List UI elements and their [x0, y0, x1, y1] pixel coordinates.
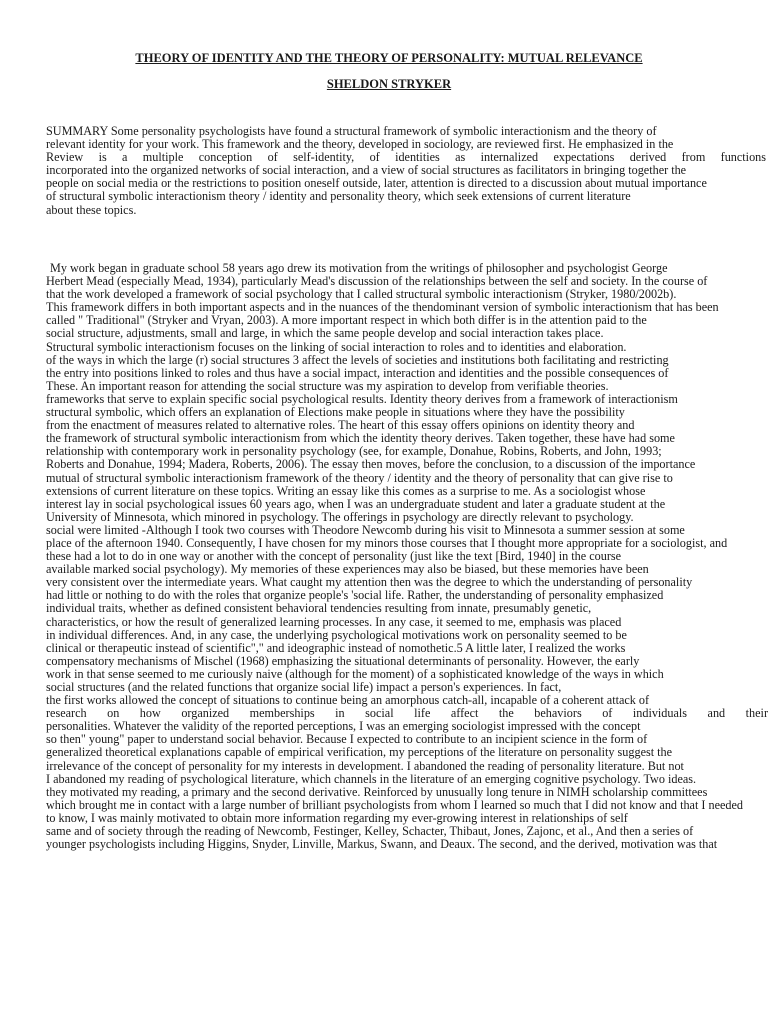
text-line: which brought me in contact with a large number of brilliant psychologists from whom I learned so much that I did not know and that I needed — [46, 798, 744, 812]
text-line: people on social media or the restrictions to position oneself outside, later, attention is directed to a discussion about mutual importance — [46, 177, 707, 191]
text-line: I abandoned my reading of psychological literature, which channels in the literature of an emerging cognitive psychology. Two ideas. — [46, 772, 697, 786]
text-line: work in that sense seemed to me curiously naive (although for the moment) of a sophisticated knowledge of the ways in which — [46, 667, 664, 681]
text-line: compensatory mechanisms of Mischel (1968) emphasizing the situational determinants of personality. However, the early — [46, 654, 640, 668]
text-line: social structures (and the related functions that organize social life) impact a person's experiences. In fact, — [46, 681, 562, 694]
text-line: extensions of current literature on these topics. Writing an essay like this comes as a surprise to me. As a sociologist whose — [46, 484, 646, 498]
text-line: These. An important reason for attending the social structure was my aspiration to develop from verifiable theories. — [46, 379, 609, 393]
text-line: social structure, adjustments, small and large, in which the same people develop and social interaction takes place. — [46, 327, 604, 341]
text-line: relationship with contemporary work in personality psychology (see, for example, Donahue, Robins, Roberts, and John, 1993; — [46, 445, 662, 459]
text-line: to know, I was mainly motivated to obtain more information regarding my ever-growing interest in relationships of self — [46, 811, 628, 825]
text-line: the entry into positions linked to roles and thus have a social impact, interaction and identities and the possible consequences of — [46, 366, 669, 380]
text-line: younger psychologists including Higgins, Snyder, Linville, Markus, Swann, and Deaux. The second, and the derived, motivation was that — [46, 838, 718, 852]
text-line: characteristics, or how the result of generalized learning processes. In any case, it seemed to me, emphasis was placed — [46, 615, 622, 629]
text-line: Review is a multiple conception of self-identity, of identities as internalized expectations derived from functions — [46, 151, 766, 165]
text-line: relevant identity for your work. This framework and the theory, developed in sociology, are reviewed first. He emphasized in the — [46, 138, 674, 152]
text-line: these had a lot to do in one way or another with the concept of personality (just like the text [Bird, 1940] in the course — [46, 550, 622, 564]
text-line: of the ways in which the large (r) social structures 3 affect the levels of societies and institutions both facilitating and restricting — [46, 353, 669, 367]
text-line: This framework differs in both important aspects and in the nuances of the thendominant version of symbolic interactionism that has been — [46, 301, 719, 315]
text-line: incorporated into the organized networks of social interaction, and a view of social structures as facilitators in bringing together the — [46, 164, 687, 178]
text-line: the first works allowed the concept of situations to continue being an amorphous catch-all, incapable of a coherent attack of — [46, 694, 650, 708]
document-author: SHELDON STRYKER — [326, 77, 452, 91]
text-line: University of Minnesota, which minored in psychology. The offerings in psychology are directly relevant to psychology. — [46, 510, 634, 524]
text-line: Herbert Mead (especially Mead, 1934), particularly Mead's discussion of the relationships between the self and society. In the course of — [46, 275, 708, 289]
text-line: place of the afternoon 1940. Consequently, I have chosen for my minors those courses that I thought more appropriate for a sociologist, and — [46, 536, 728, 550]
text-line: very consistent over the intermediate years. What caught my attention then was the degree to which the understanding of personality — [46, 576, 693, 590]
text-line: mutual of structural symbolic interactionism framework of the theory / identity and the theory of personality that can give rise to — [46, 471, 673, 485]
text-line: generalized theoretical explanations capable of empirical verification, my perceptions of the literature on personality suggest the — [46, 746, 673, 760]
text-line: structural symbolic, which offers an explanation of Elections make people in situations where they have the possibility — [46, 406, 625, 420]
text-line: Structural symbolic interactionism focuses on the linking of social interaction to roles and to identities and elaboration. — [46, 340, 627, 354]
text-line: of structural symbolic interactionism theory / identity and personality theory, which seek extensions of current literature — [46, 190, 631, 204]
text-line: same and of society through the reading of Newcomb, Festinger, Kelley, Schacter, Thibaut, Jones, Zajonc, et al., And then a series of — [46, 825, 694, 839]
text-line: research on how organized memberships in social life affect the behaviors of individuals and their — [46, 707, 768, 721]
text-line: that the work developed a framework of social psychology that I called structural symbolic interactionism (Stryker, 1980/2002b). — [46, 288, 677, 302]
text-line: from the enactment of measures related to alternative roles. The heart of this essay offers opinions on identity theory and — [46, 419, 635, 433]
text-line: social were limited -Although I took two courses with Theodore Newcomb during his visit to Minnesota a summer session at some — [46, 523, 685, 537]
text-line: called " Traditional" (Stryker and Vryan, 2003). A more important respect in which both differ is in the attention paid to the — [46, 314, 647, 328]
text-line: about these topics. — [46, 203, 137, 217]
text-line: SUMMARY Some personality psychologists have found a structural framework of symbolic interactionism and the theory of — [46, 125, 657, 138]
text-line: the framework of structural symbolic interactionism from which the identity theory derives. Taken together, these have had some — [46, 432, 675, 446]
text-line: personalities. Whatever the validity of the reported perceptions, I was an emerging sociologist impressed with the concept — [46, 720, 641, 734]
text-line: interest lay in social psychological issues 60 years ago, when I was an undergraduate student and later a graduate student at the — [46, 497, 666, 511]
body-paragraph — [46, 262, 768, 851]
text-line: irrelevance of the concept of personality for my interests in development. I abandoned the reading of personality literature. But not — [46, 759, 684, 773]
text-line: in individual differences. And, in any case, the underlying psychological motivations work on personality seemed to be — [46, 628, 627, 642]
document-title: THEORY OF IDENTITY AND THE THEORY OF PERSONALITY: MUTUAL RELEVANCE — [135, 51, 643, 65]
summary-paragraph — [46, 125, 766, 217]
text-line: frameworks that serve to explain specific social psychological results. Identity theory derives from a framework of interactionism — [46, 392, 678, 406]
text-line: individual traits, whether as defined consistent behavioral tendencies resulting from innate, presumably genetic, — [46, 602, 592, 616]
text-line: My work began in graduate school 58 years ago drew its motivation from the writings of philosopher and psychologist George — [50, 262, 668, 275]
text-line: they motivated my reading, a primary and the second derivative. Reinforced by unusually long tenure in NIMH scholarship committees — [46, 785, 708, 799]
text-line: clinical or therapeutic instead of scientific"," and ideographic instead of nomothetic.5 A little later, I realized the works — [46, 641, 626, 655]
text-line: so then" young" paper to understand social behavior. Because I expected to contribute to an incipient science in the form of — [46, 733, 648, 747]
text-line: had little or nothing to do with the roles that organize people's 'social life. Rather, the understanding of personality emphasized — [46, 589, 664, 603]
text-line: Roberts and Donahue, 1994; Madera, Roberts, 2006). The essay then moves, before the conclusion, to a discussion of the importance — [46, 458, 696, 472]
text-line: available marked social psychology). My memories of these experiences may also be biased, but these memories have been — [46, 563, 649, 577]
